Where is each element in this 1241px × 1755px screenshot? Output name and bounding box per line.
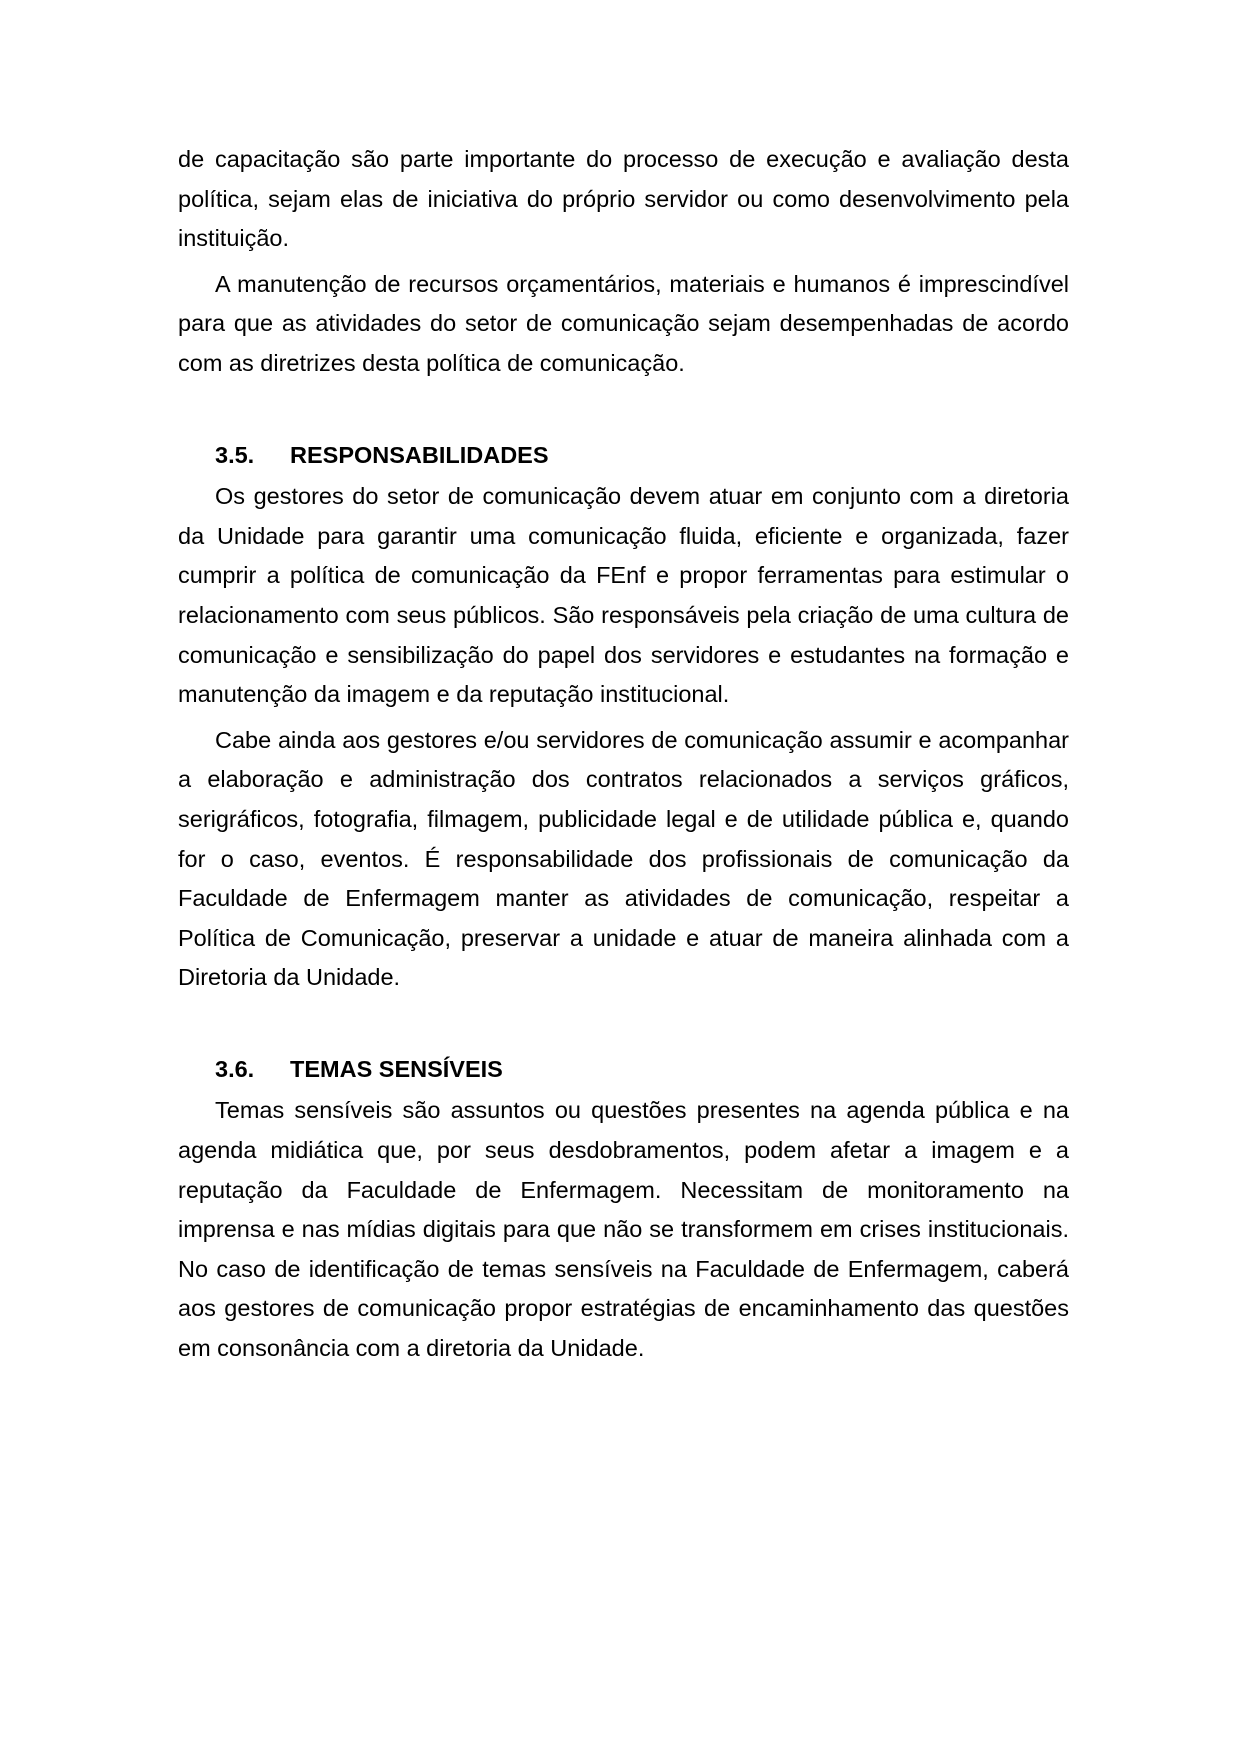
intro-paragraph-1: de capacitação são parte importante do processo de execução e avaliação desta política, sejam elas de iniciativa do próprio servidor ou como desenvolvimento pela instituição. xyxy=(178,146,1069,252)
section-paragraph: Cabe ainda aos gestores e/ou servidores de comunicação assumir e acompanhar a elaboração e administração dos contratos relacionados a serviços gráficos, serigráficos, fotografia, filmagem, publicidade legal e de utilidade pública e, quando for o caso, eventos. É responsabilidade dos profissionais de comunicação da Faculdade de Enfermagem manter as atividades de comunicação, respeitar a Política de Comunicação, preservar a unidade e atuar de maneira alinhada com a Diretoria da Unidade. xyxy=(178,726,1069,991)
section-number: 3.5. xyxy=(215,441,255,468)
section-paragraph: Os gestores do setor de comunicação devem atuar em conjunto com a diretoria da Unidade para garantir uma comunicação fluida, eficiente e organizada, fazer cumprir a política de comunicação da FEnf e propor ferramentas para estimular o relacionamento com seus públicos. São responsáveis pela criação de uma cultura de comunicação e sensibilização do papel dos servidores e estudantes na formação e manutenção da imagem e da reputação institucional. xyxy=(178,483,1069,708)
section-temas-sensiveis xyxy=(178,1050,1069,1369)
intro-paragraph-2: A manutenção de recursos orçamentários, materiais e humanos é imprescindível para que as atividades do setor de comunicação sejam desempenhadas de acordo com as diretrizes desta política de comunicação. xyxy=(178,270,1069,376)
section-title: TEMAS SENSÍVEIS xyxy=(290,1055,503,1082)
section-heading xyxy=(178,436,1069,476)
section-heading xyxy=(178,1050,1069,1090)
section-paragraph: Temas sensíveis são assuntos ou questões presentes na agenda pública e na agenda midiática que, por seus desdobramentos, podem afetar a imagem e a reputação da Faculdade de Enfermagem. Necessitam de monitoramento na imprensa e nas mídias digitais para que não se transformem em crises institucionais. No caso de identificação de temas sensíveis na Faculdade de Enfermagem, caberá aos gestores de comunicação propor estratégias de encaminhamento das questões em consonância com a diretoria da Unidade. xyxy=(178,1097,1069,1362)
section-number: 3.6. xyxy=(215,1055,255,1082)
document-page xyxy=(178,140,1069,1375)
section-responsabilidades xyxy=(178,436,1069,998)
section-title: RESPONSABILIDADES xyxy=(290,441,549,468)
